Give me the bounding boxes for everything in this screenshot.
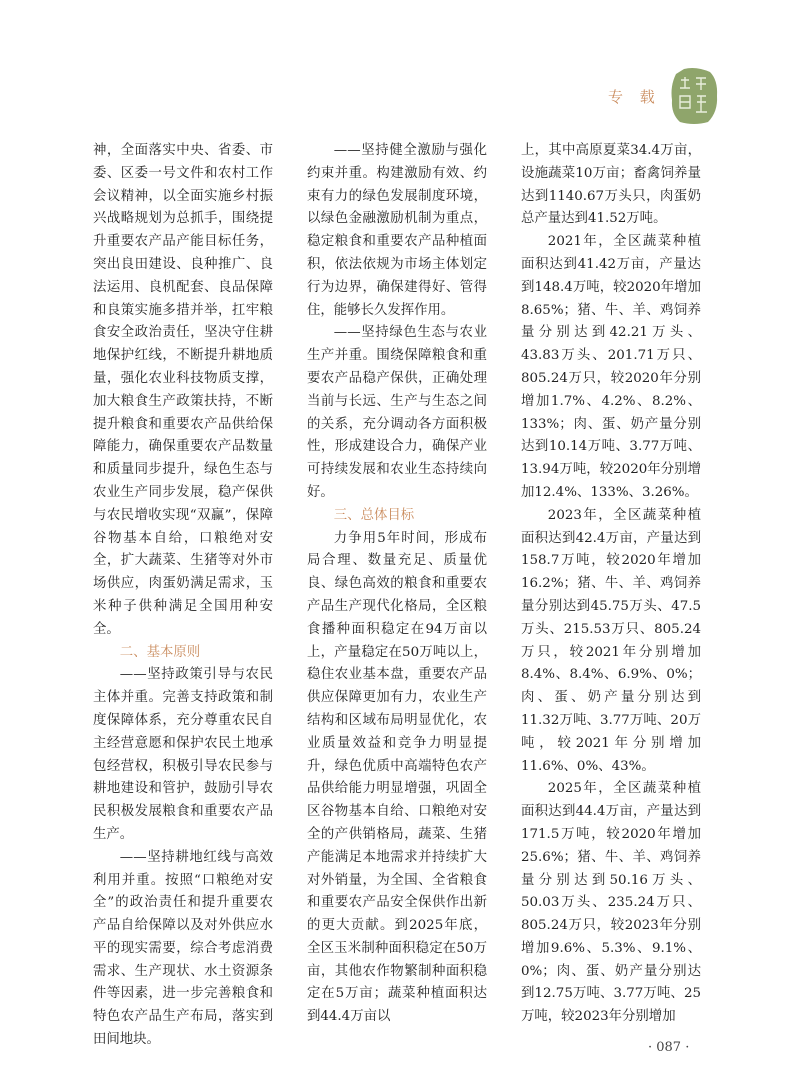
text-column-2 [307, 140, 487, 1029]
seal-stamp-icon [668, 66, 720, 126]
paragraph: 力争用5年时间，形成布局合理、数量充足、质量优良、绿色高效的粮食和重要农产品生产现代化格局，全区粮食播种面积稳定在94万亩以上，产量稳定在50万吨以上，稳住农业基本盘，重要农产品供应保障更加有力，农业生产结构和区域布局明显优化，农业质量效益和竞争力明显提升，绿色优质中高端特色农产品供给能力明显增强，巩固全区谷物基本自给、口粮绝对安全的产供销格局，蔬菜、生猪产能满足本地需求并持续扩大对外销量，为全国、全省粮食和重要农产品安全保供作出新的更大贡献。到2025年底，全区玉米制种面积稳定在50万亩，其他农作物繁制种面积稳定在5万亩；蔬菜种植面积达到44.4万亩以 [307, 530, 487, 1025]
paragraph: 2025年，全区蔬菜种植面积达到44.4万亩，产量达到171.5万吨，较2020年增加25.6%；猪、牛、羊、鸡饲养量分别达到50.16万头、50.03万头、235.24万只、805.24万只，较2023年分别增加9.6%、5.3%、9.1%、0%；肉、蛋、奶产量分别达到12.75万吨、3.77万吨、25万吨，较2023年分别增加 [521, 781, 701, 1025]
paragraph: 神，全面落实中央、省委、市委、区委一号文件和农村工作会议精神，以全面实施乡村振兴战略规划为总抓手，围绕提升重要农产品产能目标任务，突出良田建设、良种推广、良法运用、良机配套、良品保障和良策实施多措并举，扛牢粮食安全政治责任，坚决守住耕地保护红线，不断提升耕地质量，强化农业科技物质支撑，加大粮食生产政策扶持，不断提升粮食和重要农产品供给保障能力，确保重要农产品数量和质量同步提升，绿色生态与农业生产同步发展，稳产保供与农民增收实现“双赢”，保障谷物基本自给，口粮绝对安全，扩大蔬菜、生猪等对外市场供应，肉蛋奶满足需求，玉米种子供种满足全国用种安全。 [93, 143, 273, 637]
paragraph: ——坚持健全激励与强化约束并重。构建激励有效、约束有力的绿色发展制度环境，以绿色金融激励机制为重点，稳定粮食和重要农产品种植面积，依法依规为市场主体划定行为边界，确保建得好、管得住，能够长久发挥作用。 [307, 143, 487, 318]
paragraph: ——坚持耕地红线与高效利用并重。按照“口粮绝对安全”的政治责任和提升重要农产品自给保障以及对外供应水平的现实需要，综合考虑消费需求、生产现状、水土资源条件等因素，进一步完善粮食和特色农产品生产布局，落实到田间地块。 [93, 849, 273, 1048]
paragraph: 2023年，全区蔬菜种植面积达到42.4万亩，产量达到158.7万吨，较2020年增加16.2%；猪、牛、羊、鸡饲养量分别达到45.75万头、47.5万头、215.53万只、805.24万只，较2021年分别增加8.4%、8.4%、6.9%、0%；肉、蛋、奶产量分别达到11.32万吨、3.77万吨、20万吨，较2021年分别增加11.6%、0%、43%。 [521, 507, 701, 774]
section-heading: 二、基本原则 [119, 644, 201, 660]
paragraph: ——坚持政策引导与农民主体并重。完善支持政策和制度保障体系，充分尊重农民自主经营意愿和保护农民土地承包经营权，积极引导农民参与耕地建设和管护，鼓励引导农民积极发展粮食和重要农产品生产。 [93, 667, 273, 842]
section-heading: 三、总体目标 [333, 507, 415, 523]
paragraph: 2021年，全区蔬菜种植面积达到41.42万亩，产量达到148.4万吨，较2020年增加8.65%；猪、牛、羊、鸡饲养量分别达到42.21万头、43.83万头、201.71万只、805.24万只，较2020年分别增加1.7%、4.2%、8.2%、133%；肉、蛋、奶产量分别达到10.14万吨、3.77万吨、13.94万吨，较2020年分别增加12.4%、133%、3.26%。 [521, 234, 701, 500]
paragraph: 上，其中高原夏菜34.4万亩，设施蔬菜10万亩；畜禽饲养量达到1140.67万头只，肉蛋奶总产量达到41.52万吨。 [521, 143, 701, 227]
paragraph: ——坚持绿色生态与农业生产并重。围绕保障粮食和重要农产品稳产保供，正确处理当前与长远、生产与生态之间的关系，充分调动各方面积极性，形成建设合力，确保产业可持续发展和农业生态持续向好。 [307, 325, 487, 500]
page-number: · 087 · [648, 1040, 690, 1055]
section-header: 专 载 [608, 88, 661, 106]
text-column-3 [521, 140, 701, 1029]
text-column-1 [93, 140, 273, 1052]
